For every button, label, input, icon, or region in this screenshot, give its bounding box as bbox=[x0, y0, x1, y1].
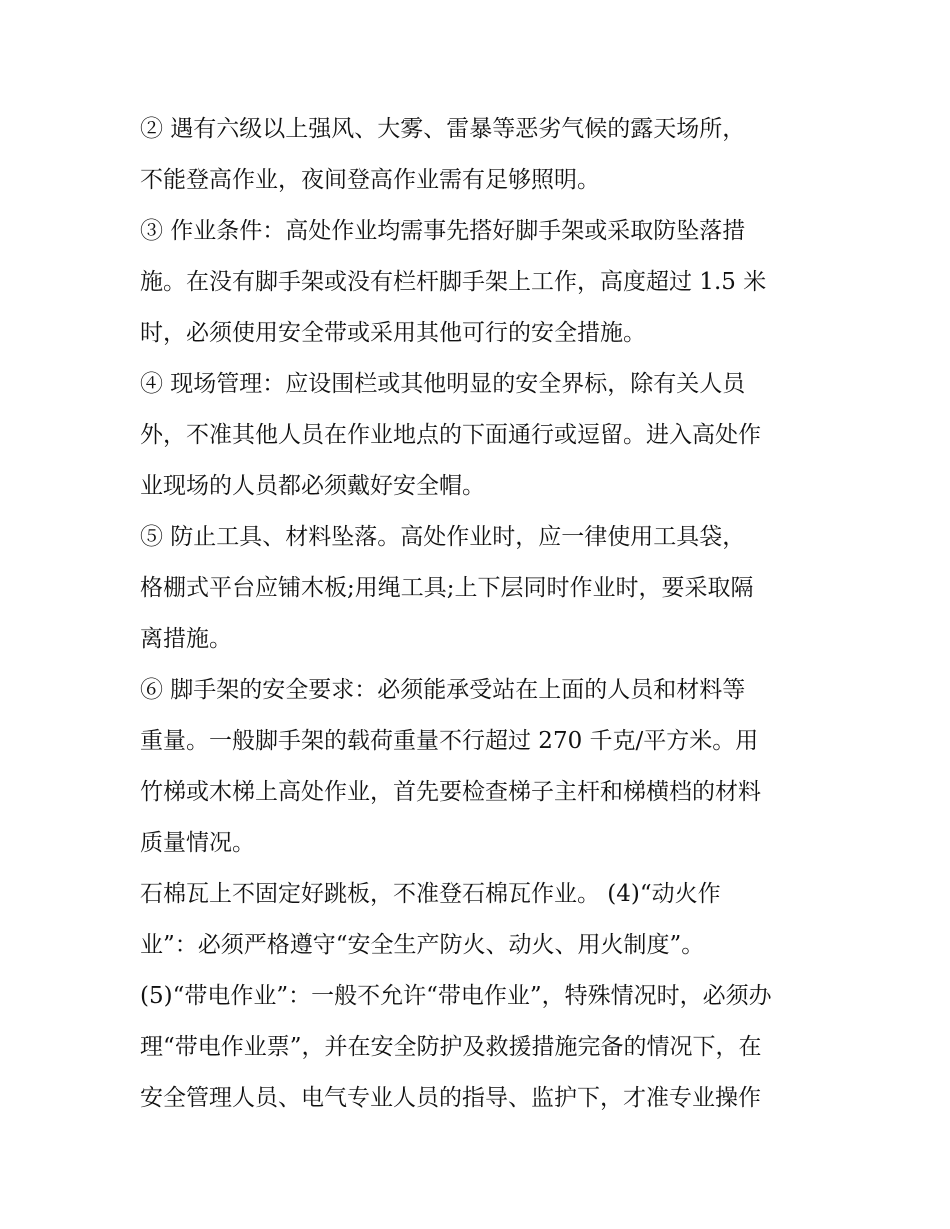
text-line: 业”：必须严格遵守“安全生产防火、动火、用火制度”。 bbox=[140, 932, 705, 958]
document-body bbox=[140, 104, 820, 1124]
text-line: (5)“带电作业”：一般不允许“带电作业”，特殊情况时，必须办 bbox=[140, 983, 772, 1009]
text-line: 业现场的人员都必须戴好安全帽。 bbox=[140, 473, 485, 499]
text-line: 重量。一般脚手架的载荷重量不行超过 270 千克/平方米。用 bbox=[140, 728, 759, 754]
text-line: ② 遇有六级以上强风、大雾、雷暴等恶劣气候的露天场所， bbox=[140, 116, 746, 142]
text-line: 格棚式平台应铺木板;用绳工具;上下层同时作业时，要采取隔 bbox=[140, 575, 754, 601]
text-line: 石棉瓦上不固定好跳板，不准登石棉瓦作业。 (4)“动火作 bbox=[140, 881, 721, 907]
text-line: ④ 现场管理：应设围栏或其他明显的安全界标，除有关人员 bbox=[140, 371, 746, 397]
text-line: 时，必须使用安全带或采用其他可行的安全措施。 bbox=[140, 320, 646, 346]
text-line: 施。在没有脚手架或没有栏杆脚手架上工作，高度超过 1.5 米 bbox=[140, 269, 767, 295]
text-line: 质量情况。 bbox=[140, 830, 255, 856]
text-line: 竹梯或木梯上高处作业，首先要检查梯子主杆和梯横档的材料 bbox=[140, 779, 761, 805]
text-line: ⑥ 脚手架的安全要求：必须能承受站在上面的人员和材料等 bbox=[140, 677, 746, 703]
text-line: 安全管理人员、电气专业人员的指导、监护下，才准专业操作 bbox=[140, 1085, 761, 1111]
text-line: 理“带电作业票”，并在安全防护及救援措施完备的情况下，在 bbox=[140, 1034, 762, 1060]
text-line: 外，不准其他人员在作业地点的下面通行或逗留。进入高处作 bbox=[140, 422, 761, 448]
text-line: 不能登高作业，夜间登高作业需有足够照明。 bbox=[140, 167, 600, 193]
text-line: ⑤ 防止工具、材料坠落。高处作业时，应一律使用工具袋， bbox=[140, 524, 746, 550]
text-line: ③ 作业条件：高处作业均需事先搭好脚手架或采取防坠落措 bbox=[140, 218, 746, 244]
text-line: 离措施。 bbox=[140, 626, 232, 652]
